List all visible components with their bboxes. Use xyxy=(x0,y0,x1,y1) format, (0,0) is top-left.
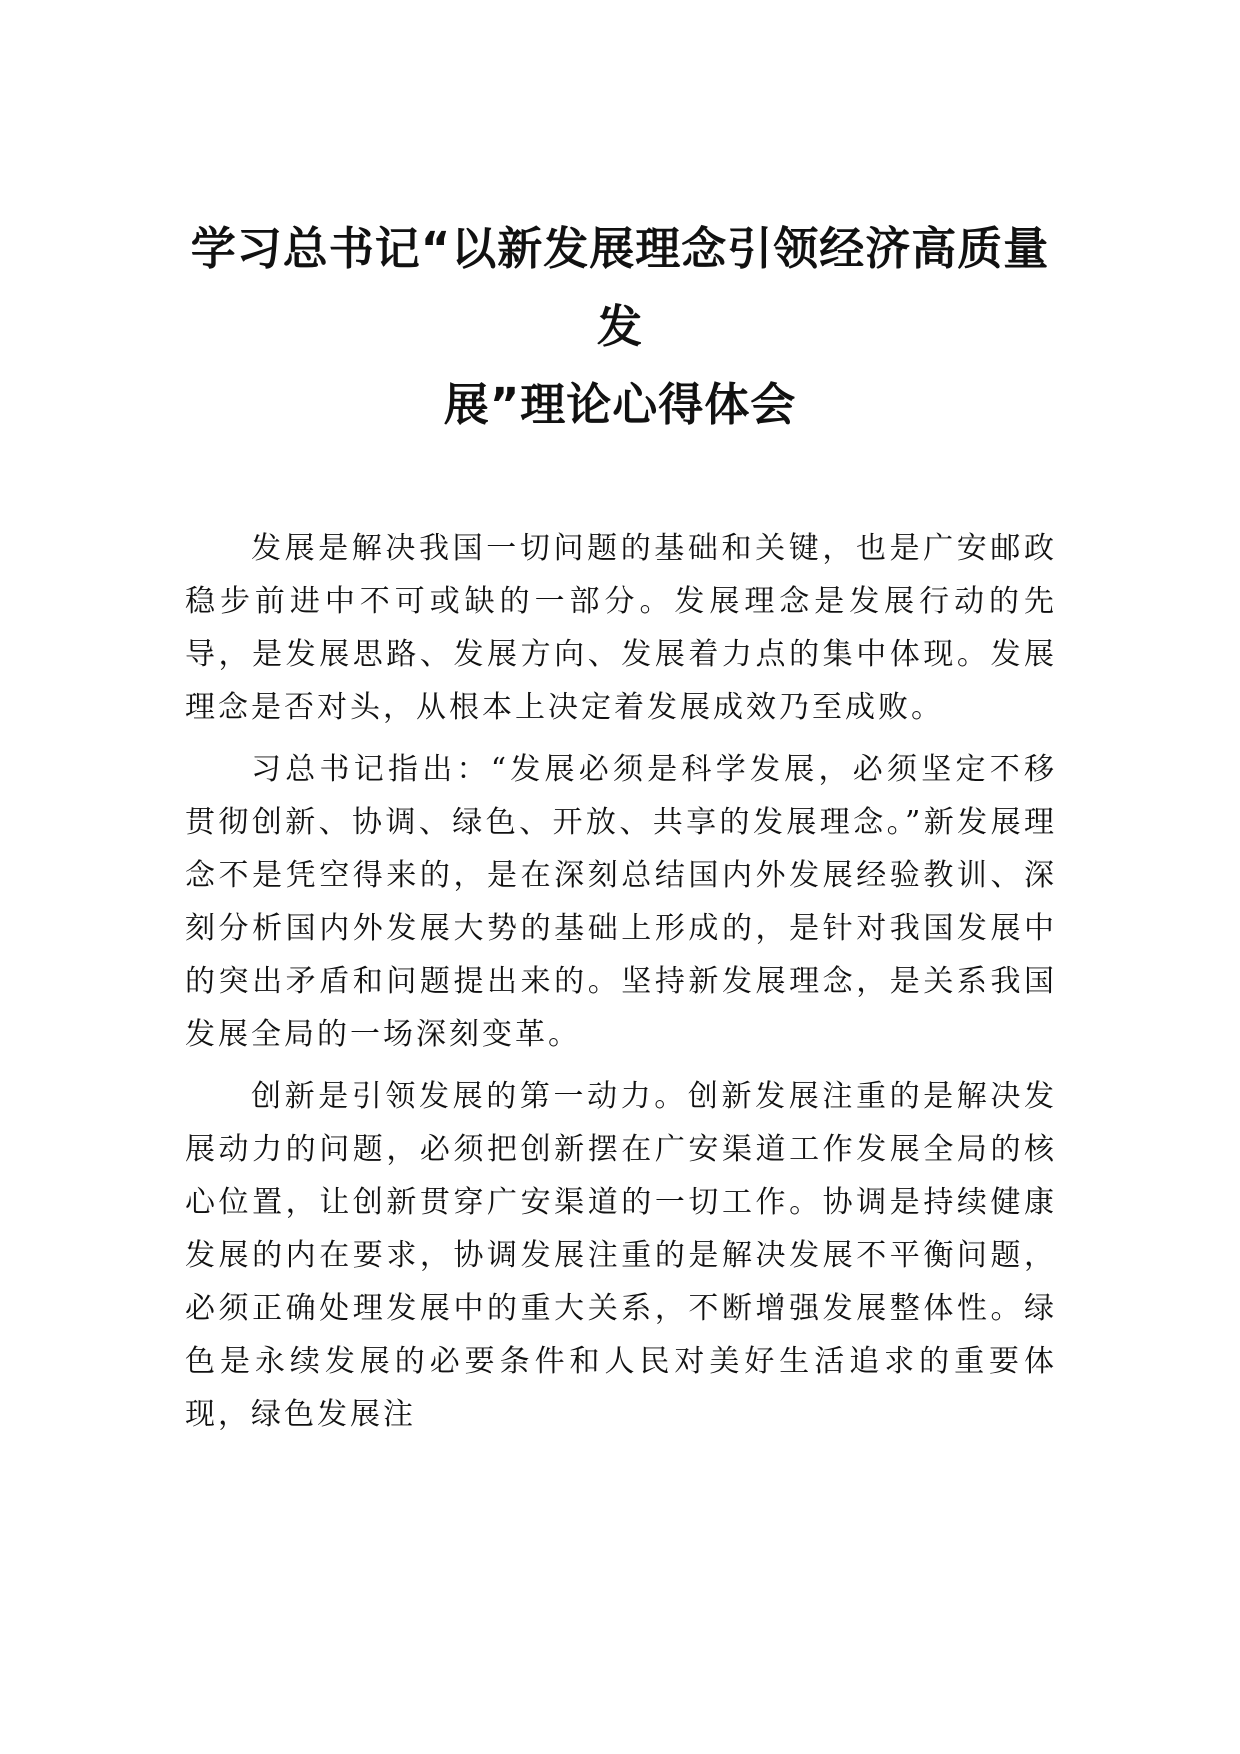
paragraph-3: 创新是引领发展的第一动力。创新发展注重的是解决发展动力的问题，必须把创新摆在广安渠道工作发展全局的核心位置，让创新贯穿广安渠道的一切工作。协调是持续健康发展的内在要求，协调发展注重的是解决发展不平衡问题，必须正确处理发展中的重大关系，不断增强发展整体性。绿色是永续发展的必要条件和人民对美好生活追求的重要体现，绿色发展注 xyxy=(185,1079,1057,1432)
paragraph-1: 发展是解决我国一切问题的基础和关键，也是广安邮政稳步前进中不可或缺的一部分。发展理念是发展行动的先导，是发展思路、发展方向、发展着力点的集中体现。发展理念是否对头，从根本上决定着发展成效乃至成败。 xyxy=(185,531,1057,725)
document-title xyxy=(170,210,1070,444)
document-body xyxy=(185,522,1057,1450)
title-line-1: 学习总书记“以新发展理念引领经济高质量发 xyxy=(190,222,1050,353)
title-line-2: 展”理论心得体会 xyxy=(443,378,797,431)
paragraph-2: 习总书记指出：“发展必须是科学发展，必须坚定不移贯彻创新、协调、绿色、开放、共享的发展理念。”新发展理念不是凭空得来的，是在深刻总结国内外发展经验教训、深刻分析国内外发展大势的基础上形成的，是针对我国发展中的突出矛盾和问题提出来的。坚持新发展理念，是关系我国发展全局的一场深刻变革。 xyxy=(185,752,1057,1052)
